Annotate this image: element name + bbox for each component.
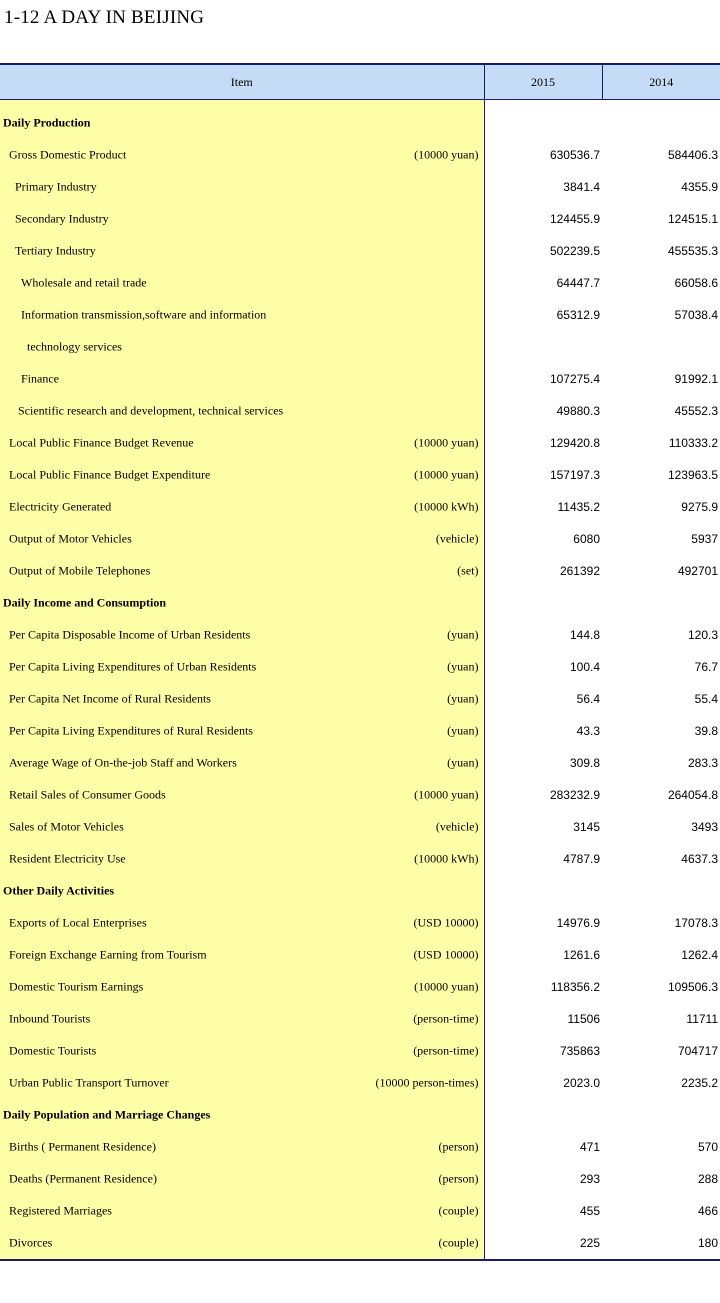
table-row [0,171,720,203]
item-unit: (couple) [438,1235,479,1250]
section-heading: Other Daily Activities [3,883,115,898]
item-label: Sales of Motor Vehicles [9,819,124,834]
value-2014: 1262.4 [681,948,718,962]
value-2015: 1261.6 [563,948,600,962]
item-unit: (10000 yuan) [414,979,479,994]
table-row [0,971,720,1003]
table-row [0,523,720,555]
value-2014: 466 [697,1204,718,1218]
item-unit: (yuan) [447,659,479,674]
item-label: Scientific research and development, technical services [18,403,284,418]
value-2015: 64447.7 [556,276,600,290]
item-label: Secondary Industry [15,211,109,226]
table-row [0,939,720,971]
value-2015: 124455.9 [549,212,600,226]
table-row [0,331,720,363]
value-2014: 264054.8 [667,788,718,802]
item-cell [0,299,484,331]
value-2015 [484,331,602,363]
item-cell [0,1163,484,1195]
item-cell [0,203,484,235]
item-label: Per Capita Living Expenditures of Rural Residents [9,723,253,738]
item-unit: (person-time) [413,1011,479,1026]
value-2015: 118356.2 [550,980,600,994]
table-row [0,779,720,811]
value-2015: 630536.7 [549,148,600,162]
item-cell [0,139,484,171]
value-2015: 3145 [573,820,600,834]
value-2015: 65312.9 [556,308,600,322]
value-2014: 283.3 [687,756,718,770]
item-cell [0,427,484,459]
table-row [0,1035,720,1067]
value-2014: 45552.3 [674,404,718,418]
statistics-table [0,63,720,1261]
item-unit: (10000 yuan) [414,147,479,162]
value-2014: 570 [697,1140,718,1154]
value-2014: 455535.3 [667,244,718,258]
value-2015: 735863 [559,1044,600,1058]
table-row [0,843,720,875]
table-row [0,139,720,171]
value-2014 [602,587,720,619]
value-2015: 283232.9 [549,788,600,802]
value-2014: 4355.9 [681,180,718,194]
table-row [0,1067,720,1099]
value-2015 [484,1099,602,1131]
item-unit: (person-time) [413,1043,479,1058]
value-2014: 3493 [691,820,718,834]
item-cell [0,1067,484,1099]
value-2014: 492701 [677,564,718,578]
value-2015: 11506 [567,1012,600,1026]
table-row [0,1227,720,1260]
item-cell [0,1003,484,1035]
item-label: Domestic Tourism Earnings [9,979,144,994]
item-label: Foreign Exchange Earning from Tourism [9,947,207,962]
item-label: Deaths (Permanent Residence) [9,1171,157,1186]
item-unit: (USD 10000) [413,915,479,930]
table-row [0,235,720,267]
item-label: Electricity Generated [9,499,112,514]
item-unit: (10000 kWh) [414,851,479,866]
header-year-2014: 2014 [602,64,720,100]
item-cell [0,1035,484,1067]
value-2014: 120.3 [687,628,718,642]
table-row [0,395,720,427]
value-2014: 5937 [691,532,718,546]
item-unit: (10000 yuan) [414,467,479,482]
value-2015: 157197.3 [549,468,600,482]
value-2014: 180 [602,1227,720,1260]
value-2015: 43.3 [576,724,600,738]
item-label: Primary Industry [15,179,97,194]
table-row [0,715,720,747]
item-cell [0,779,484,811]
item-cell [0,619,484,651]
item-cell [0,459,484,491]
item-cell [0,363,484,395]
item-cell [0,1131,484,1163]
value-2015: 100.4 [569,660,600,674]
item-label: Registered Marriages [9,1203,112,1218]
table-row [0,811,720,843]
item-cell [0,235,484,267]
item-label: Domestic Tourists [9,1043,97,1058]
item-cell [0,971,484,1003]
table-row [0,651,720,683]
value-2014: 109506.3 [667,980,718,994]
section-heading: Daily Income and Consumption [3,595,167,610]
item-label: Exports of Local Enterprises [9,915,147,930]
item-unit: (set) [457,563,479,578]
value-2014: 17078.3 [674,916,718,930]
table-body [0,107,720,1260]
item-label: Output of Mobile Telephones [9,563,151,578]
table-row [0,427,720,459]
table-row [0,267,720,299]
item-label: Births ( Permanent Residence) [9,1139,156,1154]
item-cell [0,875,484,907]
value-2015: 471 [579,1140,600,1154]
item-unit: (yuan) [447,691,479,706]
value-2014 [602,331,720,363]
item-unit: (yuan) [447,723,479,738]
value-2014: 11711 [686,1012,718,1026]
section-row [0,1099,720,1131]
header-item: Item [0,64,484,100]
item-unit: (USD 10000) [413,947,479,962]
item-cell [0,491,484,523]
value-2015 [484,107,602,139]
value-2014: 124515.1 [667,212,718,226]
item-label: Finance [21,371,59,386]
item-label: Divorces [9,1235,53,1250]
value-2015: 129420.8 [549,436,600,450]
section-row [0,107,720,139]
value-2014: 55.4 [694,692,718,706]
table-row [0,1163,720,1195]
value-2014: 288 [697,1172,718,1186]
item-label: Wholesale and retail trade [21,275,147,290]
item-unit: (10000 yuan) [414,787,479,802]
value-2015: 455 [579,1204,600,1218]
value-2014 [602,1099,720,1131]
item-label: Average Wage of On-the-job Staff and Workers [9,755,237,770]
value-2015: 107275.4 [549,372,600,386]
item-label: Per Capita Disposable Income of Urban Residents [9,627,251,642]
table-row [0,491,720,523]
item-cell [0,331,484,363]
item-unit: (person) [438,1139,479,1154]
item-cell [0,843,484,875]
item-cell [0,651,484,683]
value-2014: 39.8 [694,724,718,738]
item-cell [0,811,484,843]
item-unit: (10000 person-times) [375,1075,479,1090]
value-2014: 76.7 [694,660,718,674]
item-unit: (10000 kWh) [414,499,479,514]
item-cell [0,747,484,779]
item-label: Output of Motor Vehicles [9,531,132,546]
item-cell [0,1195,484,1227]
section-heading: Daily Population and Marriage Changes [3,1107,211,1122]
table-row [0,747,720,779]
table-row [0,299,720,331]
item-cell [0,683,484,715]
value-2015: 4787.9 [563,852,600,866]
item-label: Local Public Finance Budget Revenue [9,435,194,450]
item-label: Information transmission,software and information [21,307,267,322]
value-2015: 502239.5 [549,244,600,258]
value-2015: 6080 [573,532,600,546]
item-cell [0,107,484,139]
value-2015: 14976.9 [556,916,600,930]
item-cell [0,267,484,299]
item-cell [0,939,484,971]
value-2015 [484,875,602,907]
table-row [0,555,720,587]
item-label: Inbound Tourists [9,1011,91,1026]
value-2015 [484,587,602,619]
section-heading: Daily Production [3,115,91,130]
value-2014: 57038.4 [674,308,718,322]
item-unit: (person) [438,1171,479,1186]
value-2014: 123963.5 [667,468,718,482]
table-row [0,1195,720,1227]
value-2015: 2023.0 [563,1076,600,1090]
value-2014 [602,875,720,907]
section-row [0,587,720,619]
item-unit: (yuan) [447,755,479,770]
item-unit: (vehicle) [435,819,479,834]
value-2014: 2235.2 [681,1076,718,1090]
value-2014: 584406.3 [667,148,718,162]
item-cell [0,587,484,619]
item-label: Per Capita Living Expenditures of Urban Residents [9,659,257,674]
table-row [0,1003,720,1035]
page-title: 1-12 A DAY IN BEIJING [4,7,205,28]
table-row [0,459,720,491]
table-row [0,683,720,715]
value-2014: 91992.1 [674,372,718,386]
item-unit: (yuan) [447,627,479,642]
table-row [0,203,720,235]
table-header [0,64,720,107]
item-cell [0,555,484,587]
item-cell [0,907,484,939]
item-cell [0,171,484,203]
table-row [0,363,720,395]
value-2014: 704717 [677,1044,718,1058]
value-2014: 9275.9 [681,500,718,514]
table-row [0,907,720,939]
item-cell [0,1099,484,1131]
table-row [0,619,720,651]
table-row [0,1131,720,1163]
item-unit: (10000 yuan) [414,435,479,450]
value-2015: 3841.4 [563,180,600,194]
value-2015: 49880.3 [556,404,600,418]
item-label: Tertiary Industry [15,243,96,258]
value-2014: 4637.3 [681,852,718,866]
item-cell [0,1227,484,1260]
item-unit: (couple) [438,1203,479,1218]
value-2015: 144.8 [569,628,600,642]
item-label: Per Capita Net Income of Rural Residents [9,691,211,706]
item-label: Retail Sales of Consumer Goods [9,787,166,802]
value-2014 [602,107,720,139]
value-2015: 293 [579,1172,600,1186]
header-year-2015: 2015 [484,64,602,100]
value-2015: 56.4 [576,692,600,706]
item-unit: (vehicle) [435,531,479,546]
item-label: Resident Electricity Use [9,851,126,866]
item-cell [0,395,484,427]
item-label: Gross Domestic Product [9,147,127,162]
item-cell [0,715,484,747]
item-label: technology services [27,339,122,354]
value-2015: 225 [484,1227,602,1260]
item-label: Urban Public Transport Turnover [9,1075,169,1090]
value-2014: 66058.6 [674,276,718,290]
value-2015: 261392 [559,564,600,578]
item-label: Local Public Finance Budget Expenditure [9,467,211,482]
section-row [0,875,720,907]
value-2015: 309.8 [569,756,600,770]
value-2015: 11435.2 [557,500,600,514]
value-2014: 110333.2 [668,436,718,450]
item-cell [0,523,484,555]
